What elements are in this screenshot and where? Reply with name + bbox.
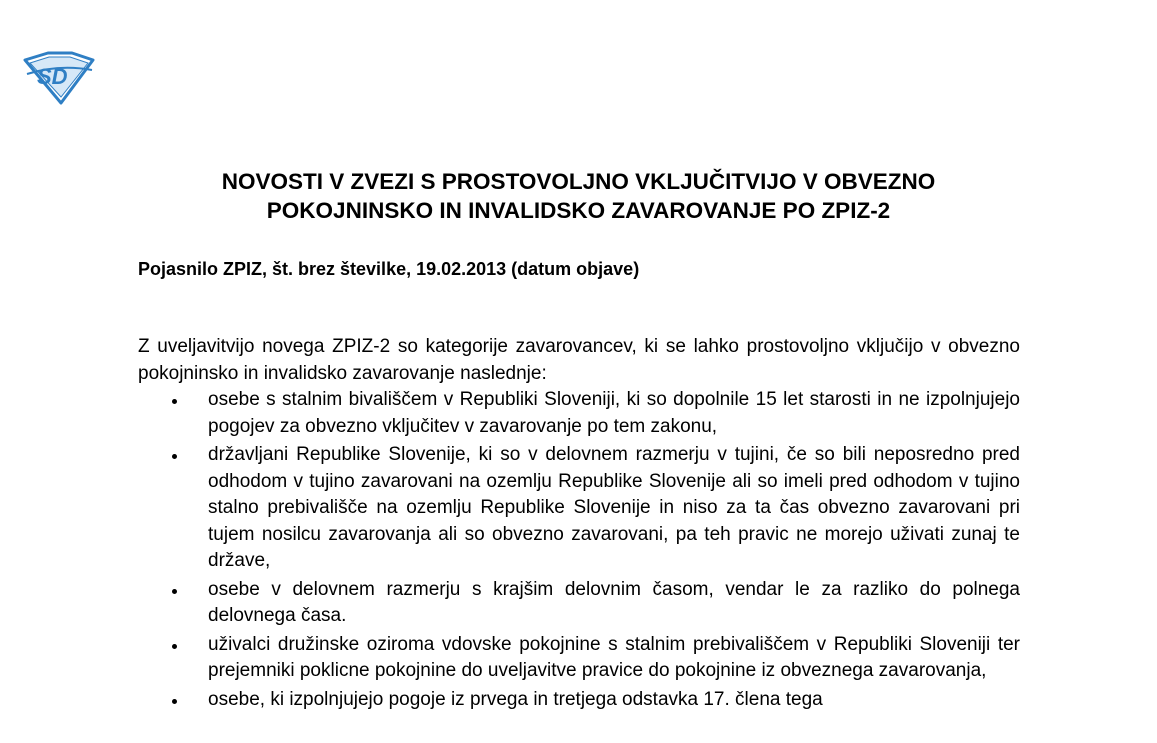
title-line-1: NOVOSTI V ZVEZI S PROSTOVOLJNO VKLJUČITVIJO V OBVEZNO (221, 169, 936, 194)
svg-text:SD: SD (37, 64, 68, 89)
bullet-icon (172, 454, 177, 459)
document-body (138, 334, 1020, 715)
document-subtitle: Pojasnilo ZPIZ, št. brez številke, 19.02.2013 (datum objave) (138, 259, 640, 279)
title-line-2: POKOJNINSKO IN INVALIDSKO ZAVAROVANJE PO ZPIZ-2 (266, 198, 891, 223)
list-item-text: osebe s stalnim bivališčem v Republiki Sloveniji, ki so dopolnile 15 let starosti in ne izpolnjujejo pogojev za obvezno vključitev v zavarovanje po tem zakonu, (208, 389, 1020, 437)
document-title (0, 167, 1157, 225)
intro-paragraph: Z uveljavitvijo novega ZPIZ-2 so kategorije zavarovancev, ki se lahko prostovoljno vključijo v obvezno pokojninsko in invalidsko zavarovanje naslednje: (138, 336, 1020, 384)
list-item (138, 687, 1020, 714)
list-item-text: uživalci družinske oziroma vdovske pokojnine s stalnim prebivališčem v Republiki Sloveniji ter prejemniki poklicne pokojnine do uveljavitve pravice do pokojnine iz obveznega zavarovanja, (208, 633, 1020, 681)
company-logo (22, 50, 96, 106)
bullet-icon (172, 589, 177, 594)
bullet-icon (172, 399, 177, 404)
list-item (138, 387, 1020, 440)
list-item (138, 577, 1020, 630)
bullet-list (138, 387, 1020, 713)
list-item-text: osebe v delovnem razmerju s krajšim delovnim časom, vendar le za razliko do polnega delovnega časa. (208, 578, 1020, 626)
bullet-icon (172, 699, 177, 704)
bullet-icon (172, 644, 177, 649)
list-item-text: osebe, ki izpolnjujejo pogoje iz prvega in tretjega odstavka 17. člena tega (208, 688, 823, 710)
list-item (138, 442, 1020, 575)
list-item-text: državljani Republike Slovenije, ki so v delovnem razmerju v tujini, če so bili neposredno pred odhodom v tujino zavarovani na ozemlju Republike Slovenije ali so imeli pred odhodom v tujino stalno prebivališče na ozemlju Republike Slovenije in niso za ta čas obvezno zavarovani pri tujem nosilcu zavarovanja ali so obvezno zavarovani, pa teh pravic ne morejo uživati zunaj te države, (208, 444, 1020, 571)
list-item (138, 632, 1020, 685)
